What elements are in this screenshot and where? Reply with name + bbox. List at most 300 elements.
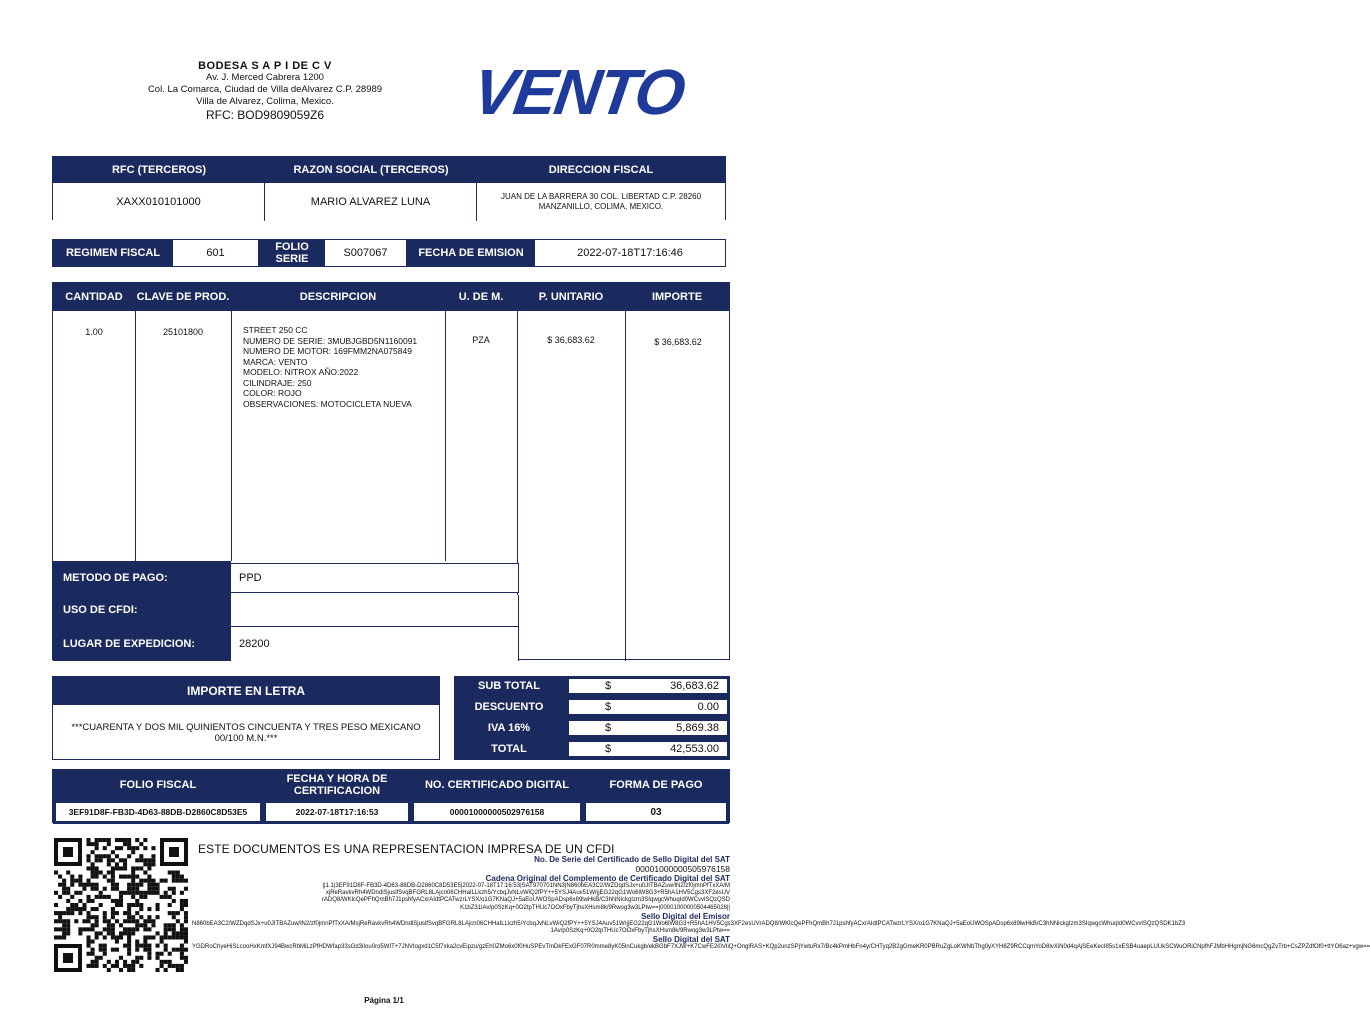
qr-module	[123, 842, 127, 846]
party-table	[52, 156, 726, 220]
currency-symbol: $	[605, 743, 612, 755]
qr-module	[131, 968, 135, 972]
qr-module	[111, 887, 115, 891]
total-label: IVA 16%	[487, 722, 531, 734]
qr-module	[99, 891, 103, 895]
qr-module	[66, 919, 70, 923]
qr-module	[184, 899, 188, 903]
qr-module	[78, 907, 82, 911]
qr-module	[131, 931, 135, 935]
qr-module	[172, 931, 176, 935]
qr-module	[131, 891, 135, 895]
qr-module	[91, 952, 95, 956]
qr-module	[131, 870, 135, 874]
qr-module	[99, 870, 103, 874]
qr-module	[143, 944, 147, 948]
qr-module	[119, 931, 123, 935]
qr-module	[172, 935, 176, 939]
item-descripcion-line: NUMERO DE MOTOR: 169FMM2NA075849	[243, 346, 412, 356]
column-divider	[445, 311, 446, 561]
qr-module	[115, 948, 119, 952]
qr-module	[78, 899, 82, 903]
qr-module	[135, 903, 139, 907]
qr-module	[95, 956, 99, 960]
qr-module	[180, 907, 184, 911]
qr-module	[156, 887, 160, 891]
qr-module	[82, 907, 86, 911]
fiscal-values-row	[53, 800, 729, 824]
qr-module	[119, 903, 123, 907]
qr-module	[115, 899, 119, 903]
qr-module	[156, 891, 160, 895]
qr-module	[184, 915, 188, 919]
qr-module	[156, 931, 160, 935]
folio-label: FOLIO SERIE	[259, 240, 325, 266]
qr-module	[115, 935, 119, 939]
qr-module	[180, 891, 184, 895]
total-value: 0.00	[697, 701, 719, 713]
qr-module	[123, 927, 127, 931]
qr-module	[176, 919, 180, 923]
qr-module	[91, 960, 95, 964]
qr-module	[147, 948, 151, 952]
qr-module	[115, 940, 119, 944]
qr-module	[151, 883, 155, 887]
qr-module	[111, 927, 115, 931]
qr-module	[168, 903, 172, 907]
qr-module	[147, 944, 151, 948]
qr-module	[147, 875, 151, 879]
qr-module	[147, 907, 151, 911]
qr-module	[139, 964, 143, 968]
qr-module	[131, 866, 135, 870]
qr-module	[103, 952, 107, 956]
qr-module	[123, 838, 127, 842]
qr-module	[180, 952, 184, 956]
qr-module	[107, 870, 111, 874]
qr-module	[62, 887, 66, 891]
qr-module	[111, 866, 115, 870]
fiscal-header-row	[53, 770, 729, 800]
qr-module	[119, 846, 123, 850]
qr-module	[127, 935, 131, 939]
qr-module	[95, 854, 99, 858]
qr-module	[147, 952, 151, 956]
qr-module	[119, 935, 123, 939]
qr-module	[86, 952, 90, 956]
qr-module	[156, 883, 160, 887]
party-header-razon: RAZON SOCIAL (TERCEROS)	[293, 164, 449, 176]
party-razon-social: MARIO ALVAREZ LUNA	[265, 183, 477, 221]
issuer-block	[110, 60, 420, 121]
qr-module	[127, 911, 131, 915]
qr-module	[70, 879, 74, 883]
qr-module	[78, 875, 82, 879]
fiscal-header-folio: FOLIO FISCAL	[119, 779, 197, 791]
qr-module	[143, 927, 147, 931]
qr-module	[107, 927, 111, 931]
qr-module	[119, 956, 123, 960]
qr-module	[115, 887, 119, 891]
qr-module	[103, 944, 107, 948]
items-header-descripcion: DESCRIPCION	[299, 291, 377, 303]
qr-module	[99, 948, 103, 952]
qr-module	[103, 895, 107, 899]
qr-module	[135, 960, 139, 964]
qr-module	[172, 870, 176, 874]
qr-module	[103, 948, 107, 952]
qr-module	[172, 923, 176, 927]
qr-module	[156, 956, 160, 960]
qr-module	[139, 915, 143, 919]
qr-module	[131, 927, 135, 931]
lugar-expedicion-value: 28200	[231, 627, 519, 661]
qr-module	[95, 846, 99, 850]
total-label: DESCUENTO	[474, 701, 544, 713]
qr-module	[86, 842, 90, 846]
qr-module	[115, 960, 119, 964]
qr-module	[160, 960, 164, 964]
qr-module	[70, 883, 74, 887]
cadena-original-value: ||1.1|3EF91D8F-FB3D-4D63-88DB-D2860C8D53E5|2022-07-18T17:16:53|SAT970701NN3|N860bEA3C2/WZDqdSJx+u0JITBAZuw/lN2/zf0jmnPfTxXA/M xjReRavkvRh4WDndlSjuslfSvqBFGRL8LAjcn06CHHaILLkzh5/YcbqJvNLvWiQ2fPY++5YSJ4Auv51WrjjEG22qG1Wo6lW8G3+R5hA1HV5Cgs3XF2esUV rADQ8/WKlcQePFhQmBh7J1pshfyACxrAIdtPCATwzrLYSX/o1G7KNaQJ+5aEoUWOSpADsp6x89lwHkB/C3hNNickgIzm3SIqwgcWhuqId0WCvvlSQzQSD K1bZ31lAv/p0SzKq+0O2tpTHUc7OOxFbyTjhsXHsm8k/9Rwog3w3LPtw==|00001000000504465028||	[321, 883, 730, 911]
importe-letra-text: ***CUARENTA Y DOS MIL QUINIENTOS CINCUENTA Y TRES PESO MEXICANO 00/100 M.N.***	[71, 722, 421, 744]
currency-symbol: $	[605, 701, 612, 713]
qr-module	[82, 903, 86, 907]
qr-module	[115, 866, 119, 870]
qr-module	[99, 956, 103, 960]
total-label: SUB TOTAL	[478, 680, 540, 692]
qr-module	[54, 891, 58, 895]
qr-module	[176, 968, 180, 972]
qr-module	[119, 838, 123, 842]
qr-module	[95, 935, 99, 939]
qr-module	[164, 879, 168, 883]
qr-module	[176, 911, 180, 915]
qr-module	[70, 903, 74, 907]
qr-module	[135, 883, 139, 887]
qr-module	[119, 875, 123, 879]
qr-module	[184, 879, 188, 883]
qr-module	[95, 875, 99, 879]
qr-module	[123, 866, 127, 870]
qr-module	[62, 911, 66, 915]
lugar-expedicion-label: LUGAR DE EXPEDICION:	[63, 638, 196, 650]
qr-module	[127, 915, 131, 919]
qr-module	[180, 948, 184, 952]
qr-module	[147, 858, 151, 862]
qr-module	[164, 923, 168, 927]
qr-module	[107, 854, 111, 858]
qr-module	[176, 935, 180, 939]
qr-module	[127, 903, 131, 907]
qr-module	[58, 927, 62, 931]
qr-module	[58, 915, 62, 919]
qr-module	[119, 895, 123, 899]
qr-module	[164, 935, 168, 939]
total-row-total	[454, 739, 730, 759]
qr-module	[95, 858, 99, 862]
qr-module	[127, 887, 131, 891]
qr-module	[127, 854, 131, 858]
qr-module	[62, 879, 66, 883]
sat-seals	[192, 855, 1370, 951]
qr-module	[156, 903, 160, 907]
qr-module	[111, 875, 115, 879]
qr-module	[127, 907, 131, 911]
qr-module	[160, 895, 164, 899]
qr-module	[172, 964, 176, 968]
item-importe: $ 36,683.62	[654, 337, 702, 347]
qr-module	[58, 919, 62, 923]
qr-module	[91, 862, 95, 866]
qr-module	[164, 948, 168, 952]
issuer-address-line: Av. J. Merced Cabrera 1200	[206, 72, 324, 83]
qr-module	[107, 919, 111, 923]
total-label: TOTAL	[491, 743, 527, 755]
qr-module	[176, 875, 180, 879]
qr-module	[143, 935, 147, 939]
qr-module	[160, 935, 164, 939]
item-unidad: PZA	[472, 335, 490, 345]
qr-module	[115, 903, 119, 907]
qr-module	[131, 960, 135, 964]
item-descripcion-line: NUMERO DE SERIE: 3MUBJGBD5N1160091	[243, 335, 418, 346]
items-header-unitario: P. UNITARIO	[538, 291, 604, 303]
qr-module	[151, 879, 155, 883]
qr-module	[172, 875, 176, 879]
cadena-original-label: Cadena Original del Complemento de Certificado Digital del SAT	[485, 874, 730, 883]
issuer-rfc-value: BOD9809059Z6	[237, 108, 325, 122]
qr-module	[180, 899, 184, 903]
qr-module	[91, 899, 95, 903]
qr-module	[143, 879, 147, 883]
qr-module	[180, 875, 184, 879]
qr-module	[143, 891, 147, 895]
qr-module	[135, 891, 139, 895]
qr-module	[66, 911, 70, 915]
qr-module	[107, 858, 111, 862]
qr-module	[95, 842, 99, 846]
qr-module	[164, 895, 168, 899]
qr-module	[127, 875, 131, 879]
qr-module	[172, 887, 176, 891]
qr-module	[78, 879, 82, 883]
qr-module	[70, 911, 74, 915]
qr-module	[151, 862, 155, 866]
qr-module	[111, 899, 115, 903]
qr-module	[147, 862, 151, 866]
items-table	[52, 282, 730, 660]
folio-value: S007067	[325, 240, 407, 266]
item-descripcion-line: MODELO: NITROX AÑO:2022	[243, 367, 359, 377]
qr-module	[99, 854, 103, 858]
qr-module	[172, 879, 176, 883]
qr-module	[143, 948, 147, 952]
fiscal-table	[52, 769, 730, 823]
qr-module	[127, 842, 131, 846]
qr-module	[107, 923, 111, 927]
item-descripcion	[243, 325, 443, 409]
qr-module	[91, 875, 95, 879]
qr-module	[58, 911, 62, 915]
qr-module	[127, 931, 131, 935]
qr-module	[168, 887, 172, 891]
importe-letra-title: IMPORTE EN LETRA	[53, 677, 439, 705]
qr-module	[111, 883, 115, 887]
total-row-subtotal	[454, 676, 730, 696]
qr-module	[147, 866, 151, 870]
qr-module	[66, 927, 70, 931]
qr-module	[123, 931, 127, 935]
party-header-rfc: RFC (TERCEROS)	[111, 164, 207, 176]
qr-module	[135, 838, 139, 842]
qr-module	[160, 964, 164, 968]
logo-text: VENTO	[468, 56, 689, 128]
qr-module	[139, 858, 143, 862]
qr-module	[86, 964, 90, 968]
qr-module	[127, 952, 131, 956]
qr-module	[156, 915, 160, 919]
regimen-row	[52, 239, 726, 267]
qr-module	[172, 911, 176, 915]
qr-module	[123, 875, 127, 879]
uso-cfdi-label: USO DE CFDI:	[63, 604, 138, 616]
qr-module	[164, 927, 168, 931]
qr-module	[168, 895, 172, 899]
qr-module	[107, 838, 111, 842]
qr-module	[86, 854, 90, 858]
qr-module	[95, 931, 99, 935]
qr-module	[78, 931, 82, 935]
qr-module	[127, 846, 131, 850]
sello-emisor-value: N860bEA3C2/WZDqdSJx+u0JITBAZuw/lN2/zf0jmnPfTxXA/MsjReRavkvRh4WDndlSjuslfSvqBFGRL8LAjcn06CHHaILLkzh5/YcbqJvNLvWiQ2fPY++5YSJ4Auv51WrjjEG22qG1Wo6lW8G3+R5hA1HV5Cgs3XF2esUVrADQ8/WKlcQePFhQmBh7J1pshfyACxrAIdtPCATwzrLYSX/o1G7KNaQJ+5aEoUWOSpADsp6x89lwHkB/C3hNNickgIzm3SIqwgcWhuqId0WCvvlSQzQSDK1bZ3 1Av/p0SzKq+0O2tpTHUc7OOxFbyTjhsXHsm8k/9Rwog3w3LPtw==	[192, 920, 1186, 935]
total-value: 36,683.62	[670, 680, 719, 692]
column-divider	[625, 311, 626, 661]
qr-module	[58, 895, 62, 899]
issuer-rfc	[110, 109, 420, 121]
qr-module	[103, 927, 107, 931]
qr-module	[58, 875, 62, 879]
qr-module	[99, 895, 103, 899]
qr-module	[54, 903, 58, 907]
qr-module	[131, 919, 135, 923]
metodo-pago-label: METODO DE PAGO:	[63, 572, 168, 584]
totals-box	[454, 676, 730, 760]
qr-module	[176, 948, 180, 952]
total-value: 5,869.38	[676, 722, 719, 734]
qr-module	[86, 883, 90, 887]
page-number: Página 1/1	[364, 996, 404, 1005]
qr-module	[131, 964, 135, 968]
qr-module	[184, 960, 188, 964]
qr-module	[147, 879, 151, 883]
qr-module	[164, 891, 168, 895]
qr-module	[111, 964, 115, 968]
qr-module	[66, 899, 70, 903]
qr-module	[66, 870, 70, 874]
fecha-emision-value: 2022-07-18T17:16:46	[535, 240, 725, 266]
qr-module	[78, 927, 82, 931]
qr-module	[103, 854, 107, 858]
qr-module	[168, 923, 172, 927]
qr-module	[74, 891, 78, 895]
qr-module	[107, 931, 111, 935]
qr-module	[99, 903, 103, 907]
qr-module	[119, 899, 123, 903]
item-clave: 25101800	[162, 327, 204, 337]
qr-module	[143, 846, 147, 850]
qr-module	[176, 964, 180, 968]
qr-module	[119, 968, 123, 972]
qr-module	[180, 964, 184, 968]
qr-module	[66, 931, 70, 935]
qr-module	[164, 968, 168, 972]
qr-module	[115, 883, 119, 887]
qr-module	[184, 911, 188, 915]
qr-module	[74, 919, 78, 923]
metodo-pago-value: PPD	[231, 563, 519, 593]
qr-module	[127, 964, 131, 968]
qr-module	[99, 931, 103, 935]
qr-module	[111, 850, 115, 854]
qr-module	[131, 846, 135, 850]
total-row-descuento	[454, 697, 730, 717]
qr-module	[176, 931, 180, 935]
qr-module	[107, 968, 111, 972]
qr-module	[180, 903, 184, 907]
item-cantidad: 1.00	[85, 327, 103, 337]
qr-module	[123, 911, 127, 915]
total-value-box	[568, 699, 728, 715]
qr-module	[115, 919, 119, 923]
qr-module	[78, 891, 82, 895]
qr-module	[184, 940, 188, 944]
qr-module	[111, 923, 115, 927]
qr-module	[91, 927, 95, 931]
qr-module	[168, 911, 172, 915]
qr-module	[131, 915, 135, 919]
qr-module	[99, 944, 103, 948]
qr-module	[176, 870, 180, 874]
regimen-value: 601	[173, 240, 259, 266]
serie-sat-label: No. De Serie del Certificado de Sello Digital del SAT	[534, 855, 730, 864]
fecha-emision-label: FECHA DE EMISION	[407, 240, 535, 266]
qr-module	[74, 907, 78, 911]
qr-module	[115, 964, 119, 968]
qr-module	[143, 858, 147, 862]
qr-module	[151, 846, 155, 850]
issuer-address-line: Villa de Alvarez, Colima, Mexico.	[196, 96, 334, 107]
qr-module	[91, 964, 95, 968]
qr-module	[127, 940, 131, 944]
qr-module	[131, 883, 135, 887]
qr-module	[139, 842, 143, 846]
qr-module	[95, 887, 99, 891]
qr-module	[143, 940, 147, 944]
qr-module	[184, 919, 188, 923]
qr-module	[111, 935, 115, 939]
qr-module	[151, 923, 155, 927]
qr-module	[139, 944, 143, 948]
qr-module	[103, 887, 107, 891]
qr-module	[86, 838, 90, 842]
qr-module	[119, 858, 123, 862]
qr-module	[91, 850, 95, 854]
qr-module	[66, 923, 70, 927]
issuer-rfc-label: RFC:	[205, 108, 234, 122]
qr-module	[91, 870, 95, 874]
items-header-row	[53, 283, 729, 311]
